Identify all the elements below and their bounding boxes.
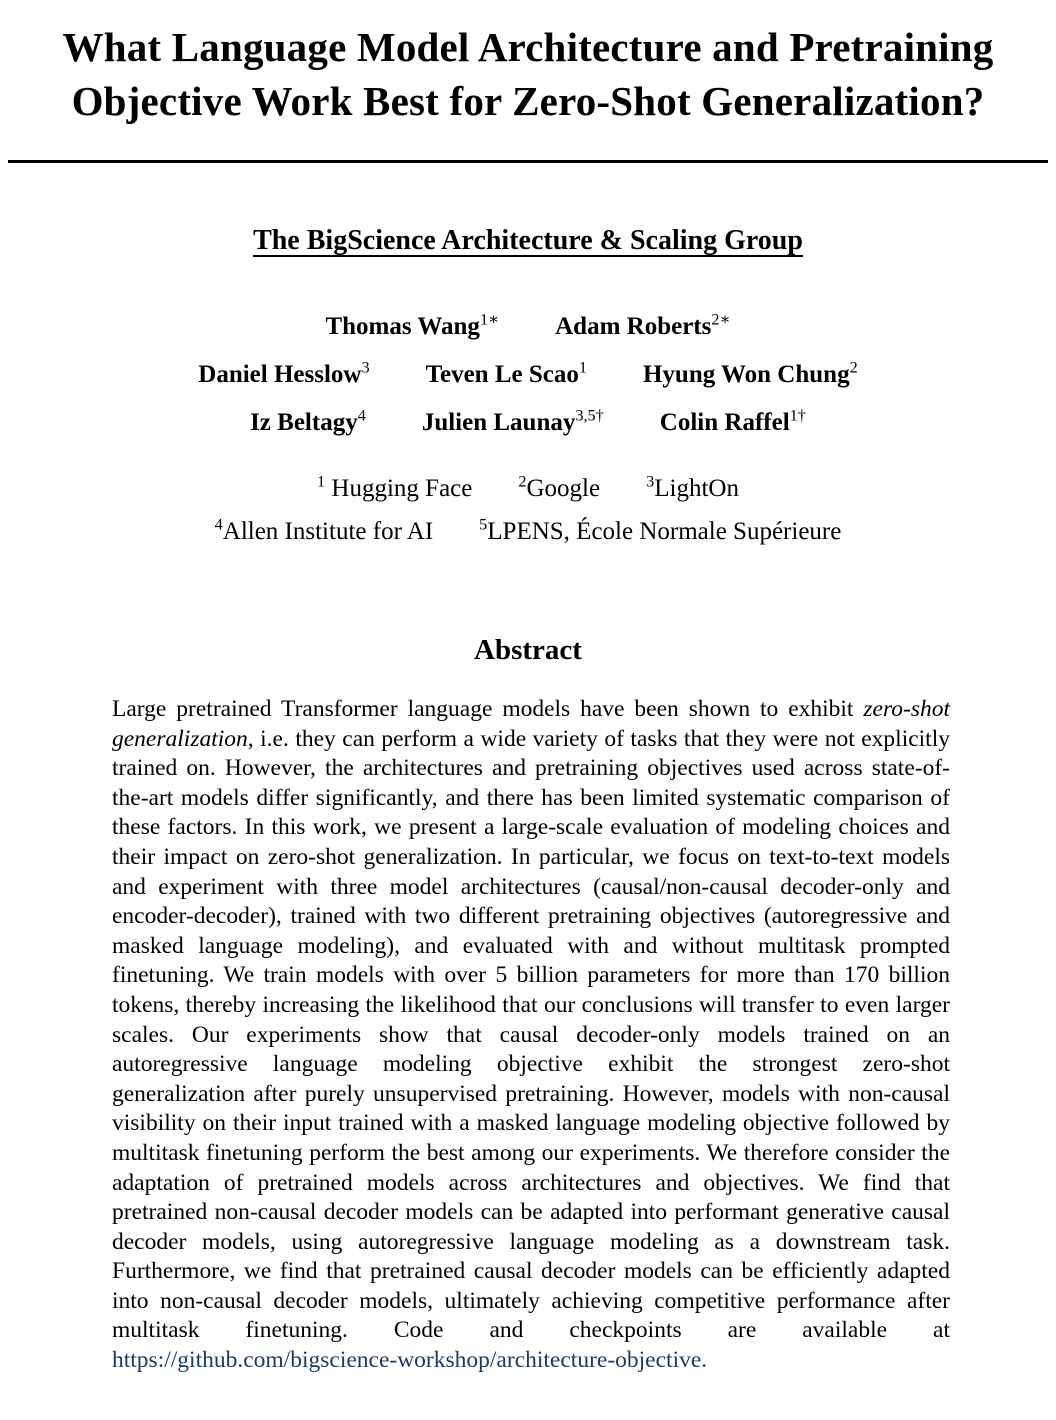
affiliation-name: Google [526, 475, 601, 502]
author-name-text: Hyung Won Chung [642, 361, 850, 388]
author-teven-le-scao [425, 358, 587, 389]
affiliation-hugging-face [317, 472, 473, 503]
author-name-text: Daniel Hesslow [198, 361, 362, 388]
author-hyung-won-chung [642, 358, 858, 389]
authors-block [0, 310, 1056, 437]
affiliation-lpens [479, 515, 842, 546]
author-name-text: Adam Roberts [555, 313, 712, 340]
author-row-2 [198, 358, 858, 389]
author-affiliation-sup: 1† [789, 406, 806, 425]
author-affiliation-sup: 2 [849, 358, 858, 377]
affiliation-allen-institute [214, 515, 434, 546]
affiliation-lighton [646, 472, 739, 503]
author-name-text: Teven Le Scao [425, 361, 579, 388]
author-name-text: Iz Beltagy [250, 409, 358, 436]
affiliation-name: LightOn [654, 475, 739, 502]
paper-title [0, 0, 1056, 128]
author-affiliation-sup: 3,5† [575, 406, 604, 425]
author-colin-raffel [659, 406, 806, 437]
affiliation-sup: 4 [214, 515, 223, 534]
author-affiliation-sup: 1∗ [479, 310, 500, 329]
abstract-text-segment: , i.e. they can perform a wide variety of tasks that they were not explicitly trained on. However, the architectures and pretraining objectives used across state-of-the-art models differ significantly, and there has been limited systematic comparison of these factors. In this work, we present a large-scale evaluation of modeling choices and their impact on zero-shot generalization. In particular, we focus on text-to-text models and experiment with three model architectures (causal/non-causal decoder-only and encoder-decoder), trained with two different pretraining objectives (autoregressive and masked language modeling), and evaluated with and without multitask prompted finetuning. We train models with over 5 billion parameters for more than 170 billion tokens, thereby increasing the likelihood that our conclusions will transfer to even larger scales. Our experiments show that causal decoder-only models trained on an autoregressive language modeling objective exhibit the strongest zero-shot generalization after purely unsupervised pretraining. However, models with non-causal visibility on their input trained with a masked language modeling objective followed by multitask finetuning perform the best among our experiments. We therefore consider the adaptation of pretrained models across architectures and objectives. We find that pretrained non-causal decoder models can be adapted into performant generative causal decoder models, using autoregressive language modeling as a downstream task. Furthermore, we find that pretrained causal decoder models can be efficiently adapted into non-causal decoder models, ultimately achieving competitive performance after multitask finetuning. Code and checkpoints are available at [112, 725, 950, 1344]
paper-title-line-2: Objective Work Best for Zero-Shot Generalization? [71, 78, 985, 124]
abstract-paragraph [112, 695, 950, 1376]
author-name-text: Colin Raffel [659, 409, 790, 436]
paper-title-line-1: What Language Model Architecture and Pretraining [62, 24, 994, 70]
author-name-text: Julien Launay [421, 409, 576, 436]
author-row-3 [250, 406, 806, 437]
author-julien-launay [421, 406, 604, 437]
affiliation-sup: 2 [518, 472, 527, 491]
author-name-text: Thomas Wang [325, 313, 480, 340]
affiliation-sup: 3 [646, 472, 655, 491]
affiliation-row-2 [214, 515, 842, 546]
author-adam-roberts [555, 310, 731, 341]
author-row-1 [325, 310, 731, 341]
author-affiliation-sup: 2∗ [711, 310, 731, 329]
affiliation-sup: 5 [479, 515, 488, 534]
affiliation-name: Allen Institute for AI [222, 518, 434, 545]
author-iz-beltagy [250, 406, 366, 437]
affiliation-name: LPENS, École Normale Supérieure [487, 518, 842, 545]
title-divider [8, 160, 1048, 163]
author-affiliation-sup: 1 [578, 358, 587, 377]
affiliation-row-1 [317, 472, 739, 503]
author-daniel-hesslow [198, 358, 370, 389]
github-repository-link[interactable]: https://github.com/bigscience-workshop/architecture-objective [112, 1347, 702, 1374]
sentence-period: . [701, 1347, 708, 1374]
abstract-text-segment: Large pretrained Transformer language models have been shown to exhibit [112, 696, 864, 722]
author-affiliation-sup: 3 [361, 358, 370, 377]
author-affiliation-sup: 4 [357, 406, 366, 425]
abstract-heading: Abstract [474, 634, 582, 666]
author-thomas-wang [325, 310, 500, 341]
affiliation-google [518, 472, 601, 503]
zero-shot-generalization-italic: zero-shot generalization [112, 696, 950, 752]
affiliation-name: Hugging Face [325, 475, 473, 502]
group-name: The BigScience Architecture & Scaling Group [253, 225, 803, 256]
affiliation-sup: 1 [317, 472, 326, 491]
affiliations-block [0, 472, 1056, 546]
